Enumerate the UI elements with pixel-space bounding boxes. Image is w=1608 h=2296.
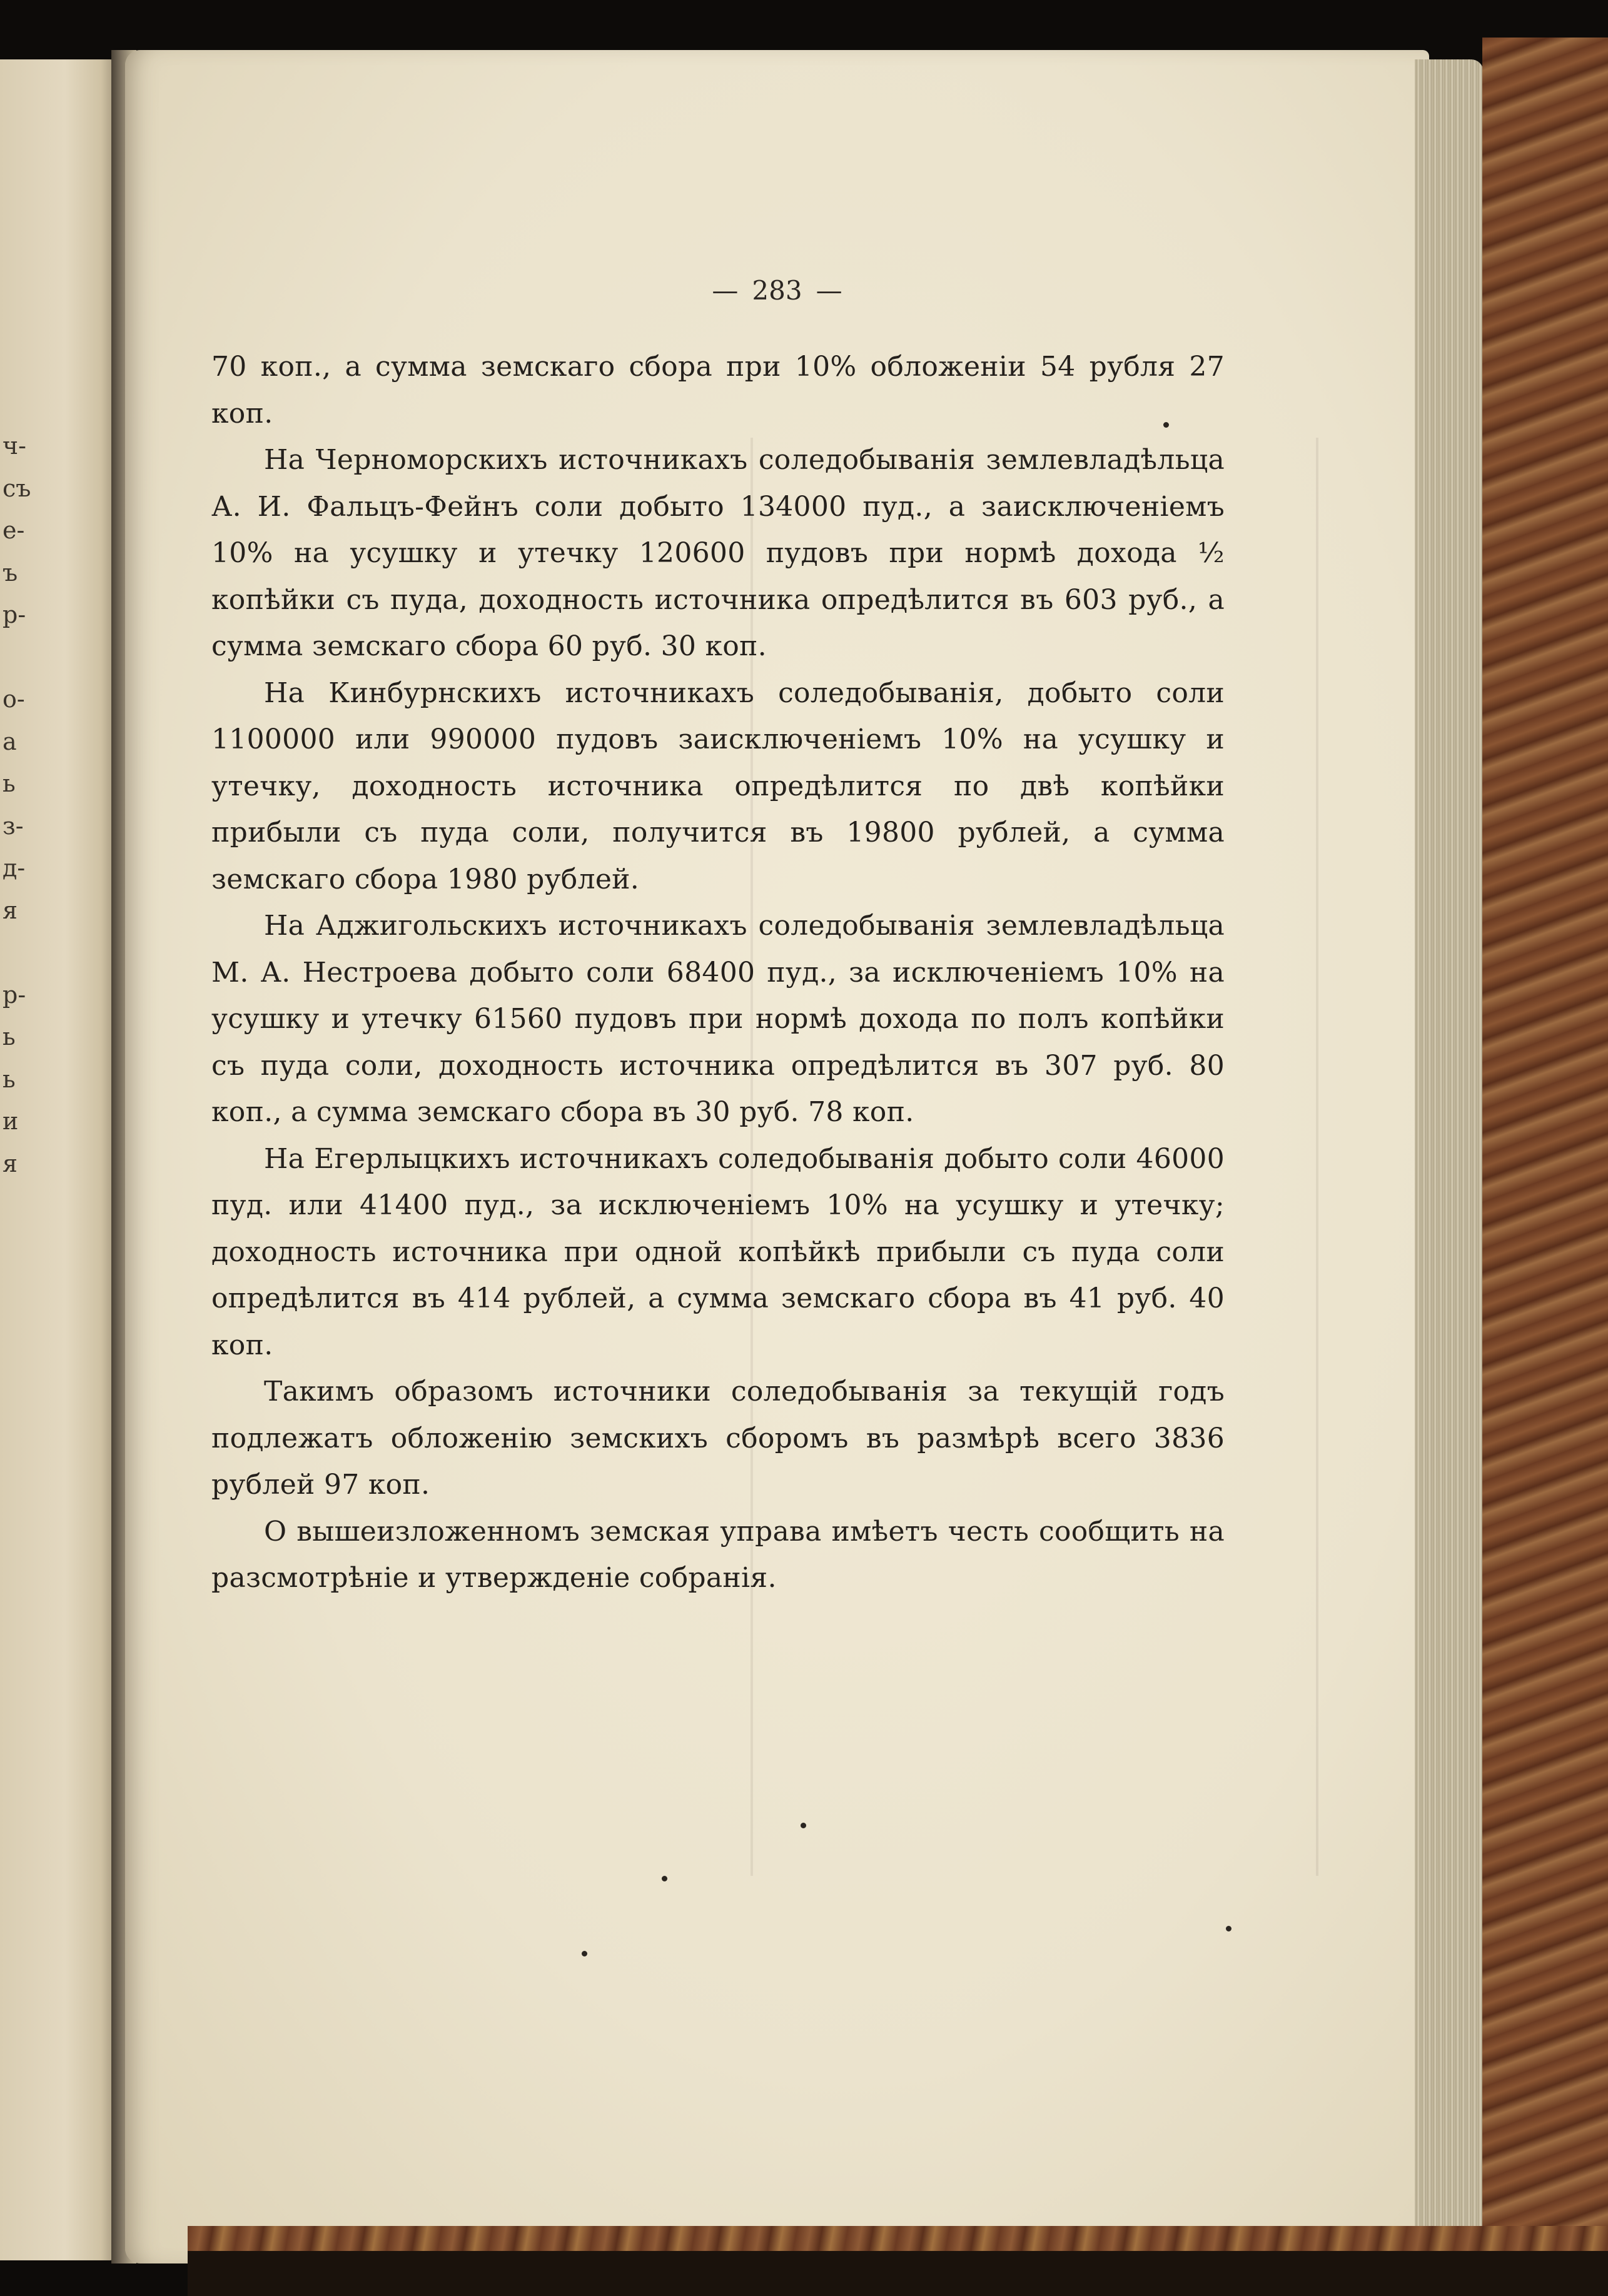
ink-speck (662, 1876, 667, 1881)
left-page-fragment (0, 1565, 38, 1608)
left-page-fragment: я (3, 1149, 18, 1177)
left-page-fragment: а (3, 727, 17, 755)
left-page-fragment: ъ (3, 558, 18, 587)
left-page-fragment: ь (3, 1065, 16, 1093)
left-page-fragment: р- (3, 601, 26, 628)
left-page-fragment (0, 637, 38, 679)
left-page-fragment: з- (3, 812, 24, 840)
left-page-fragment: ь (3, 1023, 16, 1050)
ink-speck (801, 1823, 806, 1828)
left-page-fragment (0, 1607, 38, 1649)
body-text (211, 344, 1225, 1602)
left-page-fragment: д- (3, 854, 26, 882)
left-page-fragment (0, 1481, 38, 1523)
left-page-fragment (0, 1438, 38, 1481)
left-page (0, 59, 119, 2260)
book-cover-edge (1482, 38, 1608, 2288)
left-page-fragment (0, 1185, 38, 1227)
left-page-fragment: я (3, 896, 18, 924)
left-page-fragment: о- (3, 685, 25, 713)
left-page-fragment: съ (3, 474, 31, 502)
ink-speck (1163, 422, 1169, 428)
left-page-fragment (0, 1227, 38, 1270)
left-page-fragment: р- (3, 980, 26, 1009)
paragraph-5: На Егерлыцкихъ источникахъ соледобыванія добыто соли 46000 пуд. или 41400 пуд., за исключеніемъ 10% на усушку и утечку; доходность источника при одной копѣйкѣ прибыли съ пуда соли опредѣлится въ 414 рублей, а сумма земскаго сбора въ 41 руб. 40 коп. (211, 1142, 1225, 1361)
paragraph-4: На Аджигольскихъ источникахъ соледобыванія землевладѣльца М. А. Нестроева добыто соли 68400 пуд., за исключеніемъ 10% на усушку и утечку 61560 пудовъ при нормѣ дохода по полъ копѣйки съ пуда соли, доходность источника опредѣлится въ 307 руб. 80 коп., а сумма земскаго сбора въ 30 руб. 78 коп. (211, 910, 1225, 1128)
right-page (125, 50, 1429, 2263)
left-page-fragment: и (3, 1107, 19, 1135)
page-number: — 283 — (125, 275, 1429, 306)
left-page-fragment (0, 1269, 38, 1312)
ink-speck (582, 1951, 587, 1956)
ink-speck (1226, 1926, 1231, 1931)
background-strip (188, 2251, 1608, 2296)
left-page-fragment (0, 1523, 38, 1565)
left-page-fragment (0, 932, 38, 974)
paragraph-7: О вышеизложенномъ земская управа имѣетъ честь сообщить на разсмотрѣніе и утвержденіе собранія. (211, 1515, 1225, 1594)
paragraph-3: На Кинбурнскихъ источникахъ соледобыванія, добыто соли 1100000 или 990000 пудовъ заисключеніемъ 10% на усушку и утечку, доходность источника опредѣлится по двѣ копѣйки прибыли съ пуда соли, получится въ 19800 рублей, а сумма земскаго сбора 1980 рублей. (211, 677, 1225, 895)
left-page-fragment (0, 1354, 38, 1396)
left-page-fragment (0, 1396, 38, 1439)
paragraph-1: 70 коп., а сумма земскаго сбора при 10% обложеніи 54 рубля 27 коп. (211, 351, 1225, 430)
paragraph-2: На Черноморскихъ источникахъ соледобыванія землевладѣльца А. И. Фальцъ-Фейнъ соли добыто 134000 пуд., а заисключеніемъ 10% на усушку и утечку 120600 пудовъ при нормѣ дохода ½ копѣйки съ пуда, доходность источника опредѣлится въ 603 руб., а сумма земскаго сбора 60 руб. 30 коп. (211, 444, 1225, 662)
left-page-fragment (0, 1312, 38, 1354)
left-page-fragment: ь (3, 770, 16, 797)
page-edges (1415, 59, 1484, 2248)
left-page-fragments (0, 425, 38, 1649)
paragraph-6: Такимъ образомъ источники соледобыванія за текущій годъ подлежатъ обложенію земскихъ сборомъ въ размѣрѣ всего 3836 рублей 97 коп. (211, 1376, 1225, 1501)
left-page-fragment: ч- (3, 432, 26, 460)
left-page-fragment: е- (3, 516, 25, 544)
